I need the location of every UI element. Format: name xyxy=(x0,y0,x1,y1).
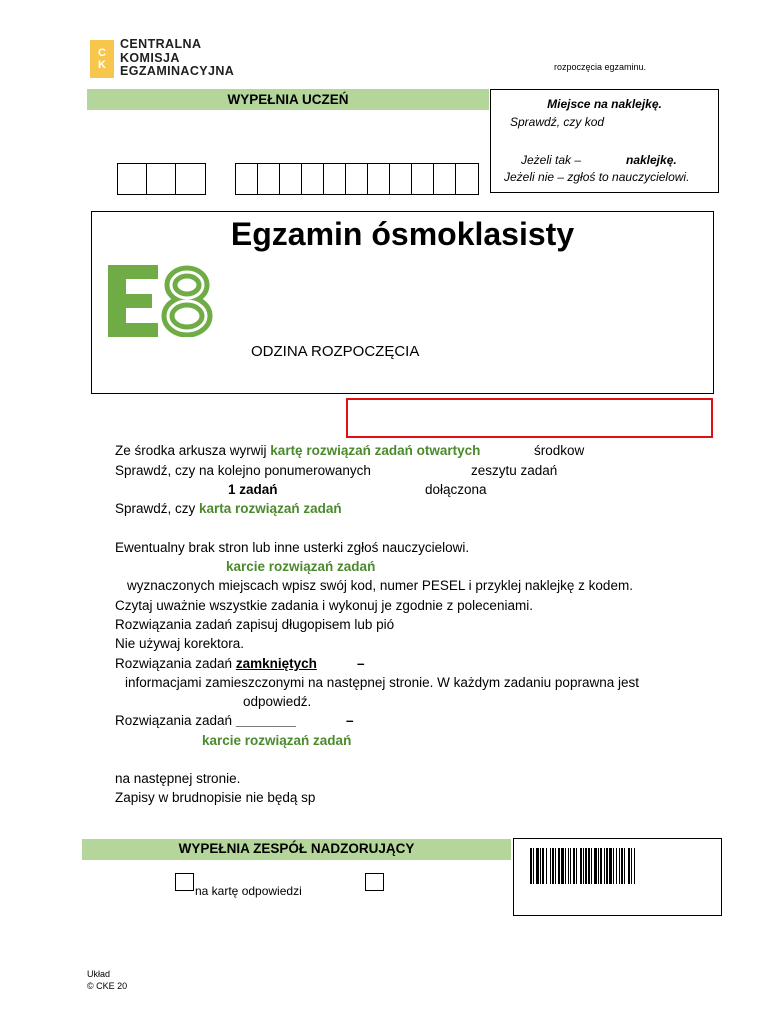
instruction-9: Rozwiązania zadań zapisuj długopisem lub pió xyxy=(115,617,395,632)
cke-logo-line-2: KOMISJA xyxy=(120,50,180,65)
cke-logo-text xyxy=(120,38,234,79)
supervisors-section-label: WYPEŁNIA ZESPÓŁ NADZORUJĄCY xyxy=(178,841,415,856)
student-section-label: WYPEŁNIA UCZEŃ xyxy=(227,92,349,107)
instruction-11-dash: – xyxy=(357,656,365,671)
instruction-17: Zapisy w brudnopisie nie będą sp xyxy=(115,790,316,805)
instruction-10: Nie używaj korektora. xyxy=(115,636,245,651)
footer-copyright: © CKE 20 xyxy=(87,981,128,991)
sticker-line-1: Sprawdź, czy kod xyxy=(510,115,605,129)
instruction-11-highlight: zamkniętych xyxy=(235,656,317,671)
pesel-box[interactable] xyxy=(302,164,324,194)
instruction-14-text: Rozwiązania zadań xyxy=(115,713,236,728)
cke-logo-line-3: EGZAMINACYJNA xyxy=(120,64,235,78)
pesel-box[interactable] xyxy=(236,164,258,194)
instruction-4-text: Sprawdź, czy xyxy=(115,501,200,516)
barcode-box xyxy=(513,838,722,916)
instruction-8: Czytaj uważnie wszystkie zadania i wykonuj je zgodnie z poleceniami. xyxy=(115,598,533,613)
instruction-1-end: środkow xyxy=(534,443,585,458)
instruction-12: informacjami zamieszczonymi na następnej stronie. W każdym zadaniu poprawna jest xyxy=(125,675,639,690)
code-box[interactable] xyxy=(147,164,176,194)
instruction-14 xyxy=(115,713,296,728)
red-frame-box xyxy=(346,398,713,438)
instruction-11-text: Rozwiązania zadań xyxy=(115,656,236,671)
student-code-boxes[interactable] xyxy=(117,163,206,195)
pesel-box[interactable] xyxy=(456,164,478,194)
instruction-6: karcie rozwiązań zadań xyxy=(226,559,376,574)
pesel-box[interactable] xyxy=(412,164,434,194)
pesel-box[interactable] xyxy=(346,164,368,194)
top-note: rozpoczęcia egzaminu. xyxy=(554,62,647,72)
footer-layout-label: Układ xyxy=(87,969,111,979)
sticker-line-3: Jeżeli nie – zgłoś to nauczycielowi. xyxy=(504,170,690,184)
pesel-box[interactable] xyxy=(324,164,346,194)
sticker-line-2 xyxy=(521,153,677,167)
instruction-15: karcie rozwiązań zadań xyxy=(202,733,352,748)
answer-sheet-checkbox[interactable] xyxy=(175,873,194,891)
second-checkbox[interactable] xyxy=(365,873,384,891)
student-section-band xyxy=(87,89,489,110)
instruction-13: odpowiedź. xyxy=(243,694,312,709)
instruction-2: Sprawdź, czy na kolejno ponumerowanych xyxy=(115,463,371,478)
code-box[interactable] xyxy=(118,164,147,194)
instruction-11 xyxy=(115,656,317,671)
instruction-3-end: dołączona xyxy=(425,482,487,497)
instruction-1-highlight: kartę rozwiązań zadań otwartych xyxy=(270,443,481,458)
pesel-box[interactable] xyxy=(368,164,390,194)
cke-logo-mark: C K xyxy=(90,40,114,78)
instruction-7: wyznaczonych miejscach wpisz swój kod, numer PESEL i przyklej naklejkę z kodem. xyxy=(127,578,633,593)
instruction-16: na następnej stronie. xyxy=(115,771,241,786)
start-time-label: ODZINA ROZPOCZĘCIA xyxy=(251,343,420,360)
instruction-14-dash: – xyxy=(346,713,354,728)
instruction-2-end: zeszytu zadań xyxy=(471,463,558,478)
pesel-box[interactable] xyxy=(434,164,456,194)
cke-logo xyxy=(90,38,246,80)
instruction-14-blank: ________ xyxy=(235,713,296,728)
exam-title: Egzamin ósmoklasisty xyxy=(230,216,575,252)
instruction-5: Ewentualny brak stron lub inne usterki zgłoś nauczycielowi. xyxy=(115,540,470,555)
pesel-box[interactable] xyxy=(258,164,280,194)
instruction-4 xyxy=(115,501,342,516)
instruction-3: 1 zadań xyxy=(228,482,278,497)
e8-logo-icon xyxy=(108,265,214,337)
instruction-1 xyxy=(115,443,480,458)
sticker-line-2a: Jeżeli tak – xyxy=(521,153,582,167)
answer-sheet-checkbox-label: na kartę odpowiedzi xyxy=(195,884,302,898)
exam-title-box xyxy=(91,211,714,394)
pesel-boxes[interactable] xyxy=(235,163,479,195)
pesel-box[interactable] xyxy=(280,164,302,194)
instruction-4-highlight: karta rozwiązań zadań xyxy=(199,501,342,516)
code-box[interactable] xyxy=(176,164,205,194)
sticker-placeholder xyxy=(490,89,719,193)
sticker-title: Miejsce na naklejkę. xyxy=(547,97,662,111)
supervisors-section-band xyxy=(82,839,511,860)
barcode-icon xyxy=(530,848,708,884)
cke-logo-line-1: CENTRALNA xyxy=(120,37,202,51)
instruction-1-text: Ze środka arkusza wyrwij xyxy=(115,443,271,458)
pesel-box[interactable] xyxy=(390,164,412,194)
sticker-line-2b: naklejkę. xyxy=(626,153,677,167)
